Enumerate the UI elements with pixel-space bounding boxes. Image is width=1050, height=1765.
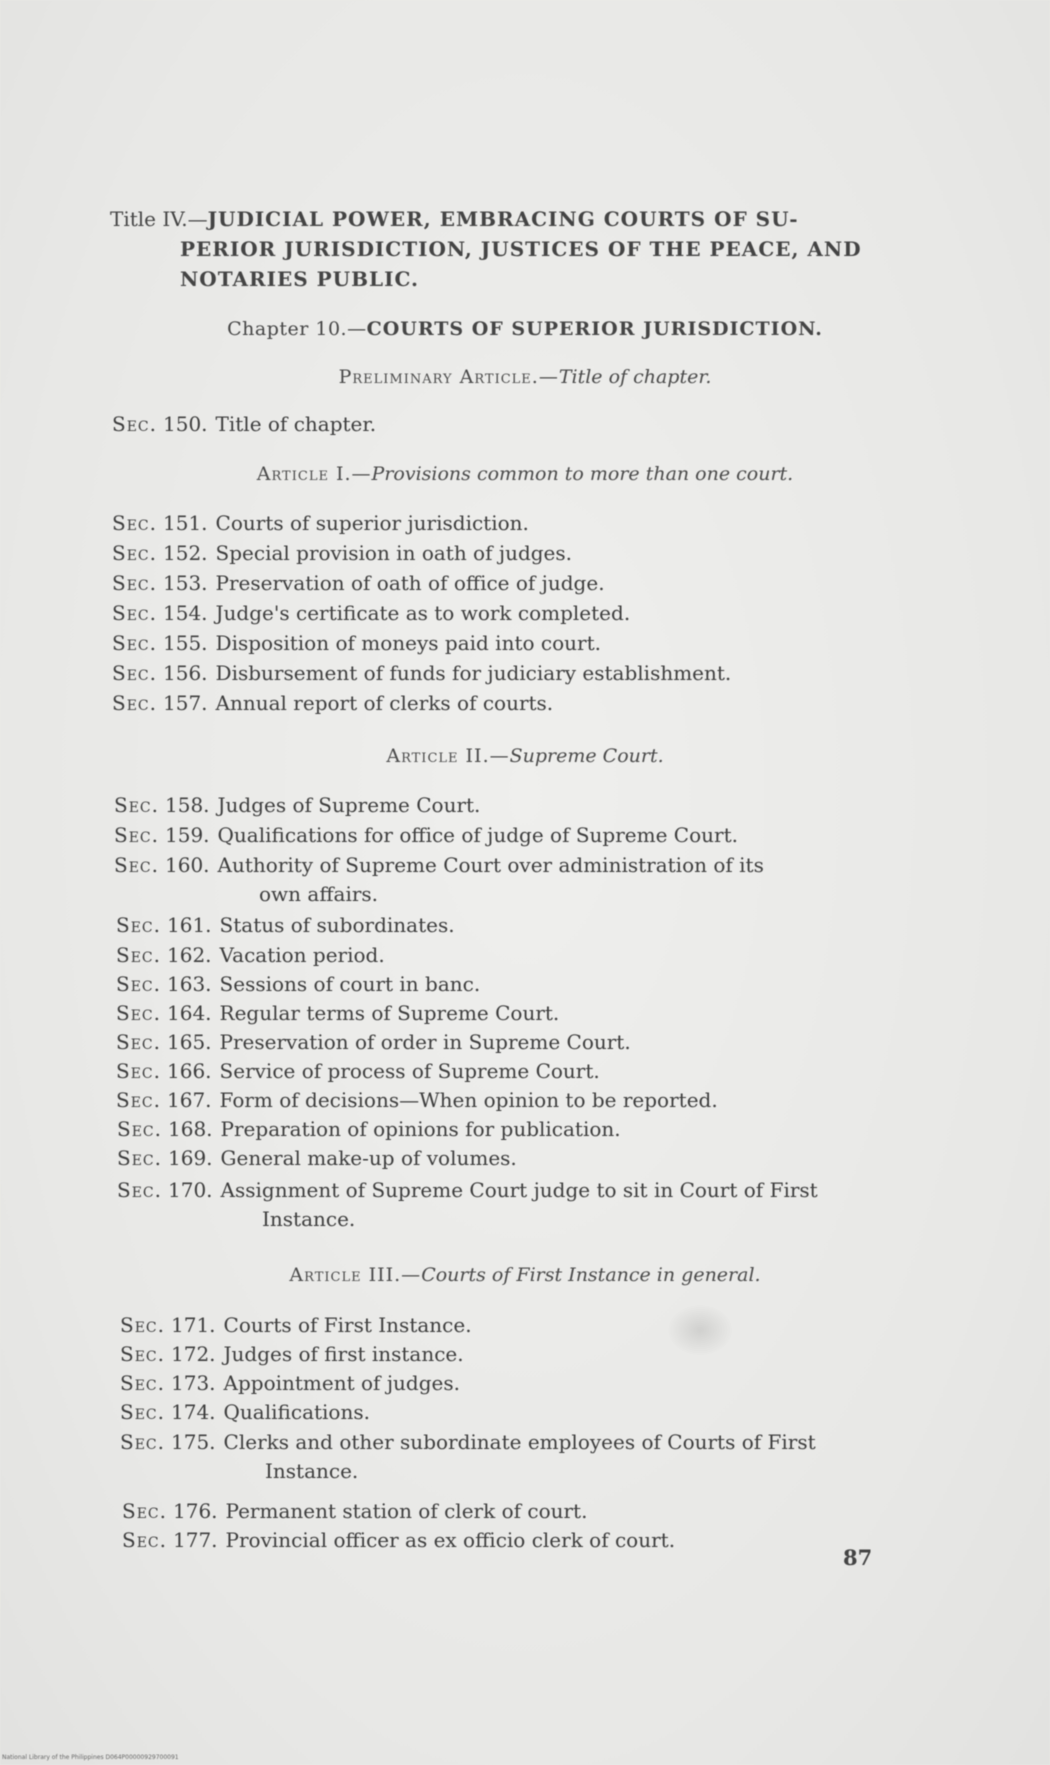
sec-abbr: Sec.	[116, 1088, 161, 1112]
section-entry	[122, 1526, 675, 1555]
sec-number: 160.	[165, 853, 210, 877]
section-entry	[116, 1057, 600, 1086]
sec-abbr: Sec.	[117, 1117, 162, 1141]
preliminary-subject: Title of chapter.	[558, 366, 712, 388]
sec-number: 176.	[173, 1499, 218, 1523]
sec-abbr: Sec.	[112, 661, 157, 685]
sec-title: Qualifications for office of judge of Supreme Court.	[217, 823, 738, 847]
section-entry	[116, 1028, 631, 1057]
sec-abbr: Sec.	[112, 631, 157, 655]
sec-title: Appointment of judges.	[223, 1371, 460, 1395]
section-entry	[116, 999, 559, 1028]
section-entry	[116, 941, 385, 970]
sec-number: 175.	[171, 1430, 216, 1454]
section-entry	[112, 659, 731, 688]
sec-title: Preservation of oath of office of judge.	[215, 571, 605, 595]
sec-abbr: Sec.	[112, 601, 157, 625]
preliminary-label: Preliminary Article.—	[338, 366, 559, 388]
sec-abbr: Sec.	[120, 1313, 165, 1337]
title-heading	[110, 204, 970, 294]
sec-abbr: Sec.	[116, 913, 161, 937]
title-lead: Title IV.—	[110, 207, 208, 231]
sec-abbr: Sec.	[112, 541, 157, 565]
sec-abbr: Sec.	[122, 1528, 167, 1552]
sec-number: 159.	[165, 823, 210, 847]
sec-abbr: Sec.	[116, 972, 161, 996]
sec-abbr: Sec.	[114, 853, 159, 877]
sec-title: Annual report of clerks of courts.	[215, 691, 554, 715]
chapter-name: COURTS OF SUPERIOR JURISDICTION.	[366, 318, 823, 340]
section-entry	[112, 629, 601, 658]
sec-title: Provincial officer as ex officio clerk of court.	[225, 1528, 676, 1552]
sec-number: 166.	[167, 1059, 212, 1083]
sec-number: 156.	[163, 661, 208, 685]
sec-abbr: Sec.	[112, 571, 157, 595]
chapter-label: Chapter 10.—	[227, 318, 367, 340]
section-entry	[120, 1311, 472, 1340]
title-line-1: JUDICIAL POWER, EMBRACING COURTS OF SU-	[207, 207, 799, 231]
sec-number: 164.	[167, 1001, 212, 1025]
sec-title: Disbursement of funds for judiciary establishment.	[215, 661, 732, 685]
section-entry	[117, 1176, 977, 1234]
sec-title: Regular terms of Supreme Court.	[219, 1001, 560, 1025]
article-1-subject: Provisions common to more than one court.	[371, 463, 794, 485]
paper-smudge	[668, 1305, 732, 1355]
section-entry	[116, 970, 480, 999]
section-entry	[114, 821, 738, 850]
sec-title: Qualifications.	[223, 1400, 370, 1424]
sec-abbr: Sec.	[117, 1146, 162, 1170]
sec-number: 173.	[171, 1371, 216, 1395]
sec-title: Assignment of Supreme Court judge to sit in Court of First	[220, 1178, 818, 1202]
sec-number: 161.	[167, 913, 212, 937]
sec-title-continuation: own affairs.	[259, 882, 379, 906]
sec-number: 155.	[163, 631, 208, 655]
section-entry	[112, 410, 376, 439]
article-2-subject: Supreme Court.	[509, 745, 664, 767]
sec-number: 177.	[173, 1528, 218, 1552]
article-1-label: Article I.—	[256, 463, 372, 485]
article-3-subject: Courts of First Instance in general.	[421, 1264, 761, 1286]
sec-title: Preparation of opinions for publication.	[220, 1117, 621, 1141]
section-entry	[120, 1340, 464, 1369]
sec-number: 165.	[167, 1030, 212, 1054]
sec-title-continuation: Instance.	[262, 1207, 356, 1231]
sec-title: Judge's certificate as to work completed.	[215, 601, 631, 625]
sec-number: 170.	[168, 1178, 213, 1202]
sec-abbr: Sec.	[112, 511, 157, 535]
section-entry	[120, 1369, 460, 1398]
preliminary-article-heading	[0, 366, 1050, 388]
article-1-heading	[0, 463, 1050, 485]
article-3-heading	[0, 1264, 1050, 1286]
sec-title: Clerks and other subordinate employees of Courts of First	[223, 1430, 816, 1454]
section-entry	[112, 689, 553, 718]
sec-number: 171.	[171, 1313, 216, 1337]
sec-number: 168.	[168, 1117, 213, 1141]
sec-number: 151.	[163, 511, 208, 535]
sec-number: 153.	[163, 571, 208, 595]
sec-title: Service of process of Supreme Court.	[219, 1059, 600, 1083]
sec-number: 172.	[171, 1342, 216, 1366]
section-entry	[116, 1086, 718, 1115]
chapter-heading	[0, 318, 1050, 340]
sec-abbr: Sec.	[114, 793, 159, 817]
sec-abbr: Sec.	[120, 1400, 165, 1424]
section-entry	[114, 851, 974, 909]
sec-title: Preservation of order in Supreme Court.	[219, 1030, 631, 1054]
sec-title: Vacation period.	[219, 943, 385, 967]
sec-abbr: Sec.	[116, 1030, 161, 1054]
section-entry	[112, 599, 630, 628]
section-entry	[112, 539, 572, 568]
sec-abbr: Sec.	[116, 1001, 161, 1025]
sec-number: 174.	[171, 1400, 216, 1424]
article-2-label: Article II.—	[386, 745, 510, 767]
sec-number: 152.	[163, 541, 208, 565]
sec-title: General make-up of volumes.	[220, 1146, 517, 1170]
sec-title: Judges of first instance.	[223, 1342, 464, 1366]
sec-number: 167.	[167, 1088, 212, 1112]
sec-number: 169.	[168, 1146, 213, 1170]
section-entry	[112, 509, 529, 538]
sec-title: Authority of Supreme Court over administration of its	[217, 853, 764, 877]
sec-abbr: Sec.	[117, 1178, 162, 1202]
sec-number: 162.	[167, 943, 212, 967]
sec-title: Status of subordinates.	[219, 913, 455, 937]
section-entry	[114, 791, 480, 820]
sec-number: 158.	[165, 793, 210, 817]
section-entry	[117, 1144, 517, 1173]
sec-title-continuation: Instance.	[265, 1459, 359, 1483]
article-2-heading	[0, 745, 1050, 767]
section-entry	[122, 1497, 587, 1526]
section-entry	[117, 1115, 621, 1144]
sec-title: Special provision in oath of judges.	[215, 541, 573, 565]
article-3-label: Article III.—	[289, 1264, 422, 1286]
title-line-3: NOTARIES PUBLIC.	[180, 267, 419, 291]
sec-abbr: Sec.	[112, 691, 157, 715]
sec-title: Permanent station of clerk of court.	[225, 1499, 588, 1523]
sec-abbr: Sec.	[120, 1371, 165, 1395]
sec-abbr: Sec.	[116, 943, 161, 967]
sec-number: 163.	[167, 972, 212, 996]
sec-abbr: Sec.	[116, 1059, 161, 1083]
sec-title: Courts of First Instance.	[223, 1313, 472, 1337]
section-entry	[120, 1428, 980, 1486]
sec-number: 150.	[163, 412, 208, 436]
sec-abbr: Sec.	[112, 412, 157, 436]
sec-number: 154.	[163, 601, 208, 625]
sec-title: Form of decisions—When opinion to be reported.	[219, 1088, 718, 1112]
sec-title: Disposition of moneys paid into court.	[215, 631, 601, 655]
sec-title: Judges of Supreme Court.	[217, 793, 481, 817]
sec-abbr: Sec.	[114, 823, 159, 847]
section-entry	[120, 1398, 370, 1427]
scan-footer: National Library of the Philippines D064P00000929700091	[2, 1754, 179, 1761]
sec-abbr: Sec.	[120, 1342, 165, 1366]
sec-abbr: Sec.	[122, 1499, 167, 1523]
title-line-2: PERIOR JURISDICTION, JUSTICES OF THE PEACE, AND	[180, 237, 862, 261]
sec-title: Sessions of court in banc.	[219, 972, 481, 996]
sec-title: Title of chapter.	[215, 412, 377, 436]
page-number: 87	[843, 1545, 873, 1570]
section-entry	[116, 911, 455, 940]
sec-abbr: Sec.	[120, 1430, 165, 1454]
sec-number: 157.	[163, 691, 208, 715]
sec-title: Courts of superior jurisdiction.	[215, 511, 529, 535]
section-entry	[112, 569, 605, 598]
